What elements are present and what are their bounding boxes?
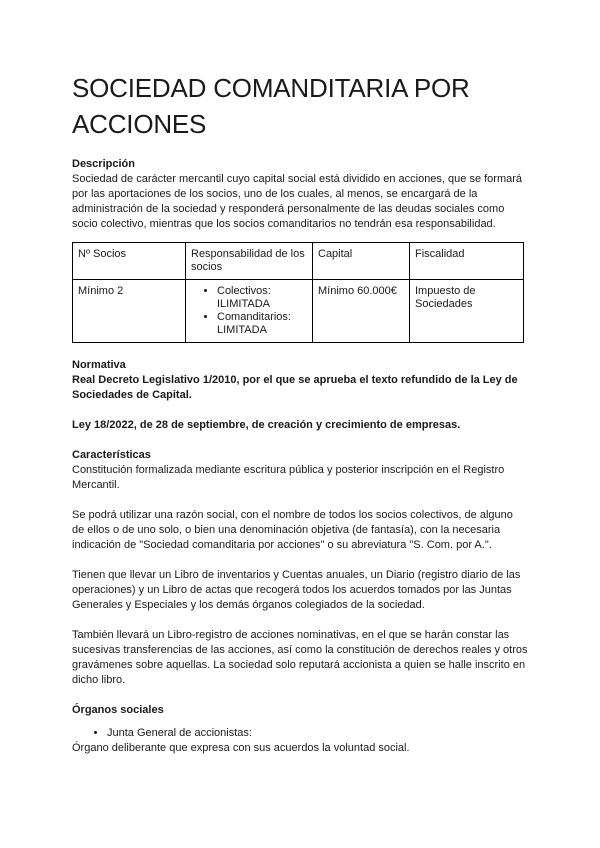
responsabilidad-list bbox=[191, 285, 307, 337]
caracteristicas-p4: También llevará un Libro-registro de acciones nominativas, en el que se harán constar las sucesivas transferencias de las acciones, así como la constitución de derechos reales y otros gravámenes sobre aquellas. La sociedad solo reputará accionista a quien se halle inscrito en dicho libro. bbox=[72, 629, 528, 686]
table-cell-capital: Mínimo 60.000€ bbox=[313, 280, 410, 343]
caracteristicas-p1: Constitución formalizada mediante escritura pública y posterior inscripción en el Registro Mercantil. bbox=[72, 464, 505, 491]
table-header-responsabilidad: Responsabilidad de los socios bbox=[186, 243, 313, 280]
organos-heading: Órganos sociales bbox=[72, 704, 164, 716]
info-table bbox=[72, 242, 524, 343]
table-header-fiscalidad: Fiscalidad bbox=[410, 243, 524, 280]
table-header-capital: Capital bbox=[313, 243, 410, 280]
descripcion-text: Sociedad de carácter mercantil cuyo capital social está dividido en acciones, que se formará por las aportaciones de los socios, uno de los cuales, al menos, se encargará de la administración de la sociedad y responderá personalmente de las deudas sociales como socio colectivo, mientras que los socios comanditarios no tendrán esa responsabilidad. bbox=[72, 173, 523, 230]
normativa-heading: Normativa bbox=[72, 359, 126, 371]
caracteristicas-p2: Se podrá utilizar una razón social, con el nombre de todos los socios colectivos, de alguno de ellos o de uno solo, o bien una denominación objetiva (de fantasía), con la necesaria indicación de "Sociedad comanditaria por acciones" o su abreviatura "S. Com. por A.". bbox=[72, 509, 513, 551]
descripcion-heading: Descripción bbox=[72, 158, 135, 170]
table-header-row bbox=[73, 243, 524, 280]
caracteristicas-heading: Características bbox=[72, 449, 151, 461]
organos-list bbox=[72, 726, 528, 741]
table-cell-responsabilidad bbox=[186, 280, 313, 343]
table-cell-fiscalidad: Impuesto de Sociedades bbox=[410, 280, 524, 343]
normativa-law-1: Real Decreto Legislativo 1/2010, por el que se aprueba el texto refundido de la Ley de Sociedades de Capital. bbox=[72, 374, 518, 401]
normativa-law-2: Ley 18/2022, de 28 de septiembre, de creación y crecimiento de empresas. bbox=[72, 419, 461, 431]
list-item: • Comanditarios: LIMITADA bbox=[217, 311, 307, 337]
page-title: SOCIEDAD COMANDITARIA POR ACCIONES bbox=[72, 73, 470, 139]
list-item: • Junta General de accionistas: bbox=[107, 726, 528, 741]
organos-text: Órgano deliberante que expresa con sus acuerdos la voluntad social. bbox=[72, 742, 410, 754]
list-item: • Colectivos: ILIMITADA bbox=[217, 285, 307, 311]
document-body bbox=[72, 157, 528, 756]
table-cell-socios: Mínimo 2 bbox=[73, 280, 186, 343]
table-row bbox=[73, 280, 524, 343]
table-header-socios: Nº Socios bbox=[73, 243, 186, 280]
caracteristicas-p3: Tienen que llevar un Libro de inventarios y Cuentas anuales, un Diario (registro diario de las operaciones) y un Libro de actas que recogerá todos los acuerdos tomados por las Juntas Generales y Especiales y los demás órganos colegiados de la sociedad. bbox=[72, 569, 521, 611]
